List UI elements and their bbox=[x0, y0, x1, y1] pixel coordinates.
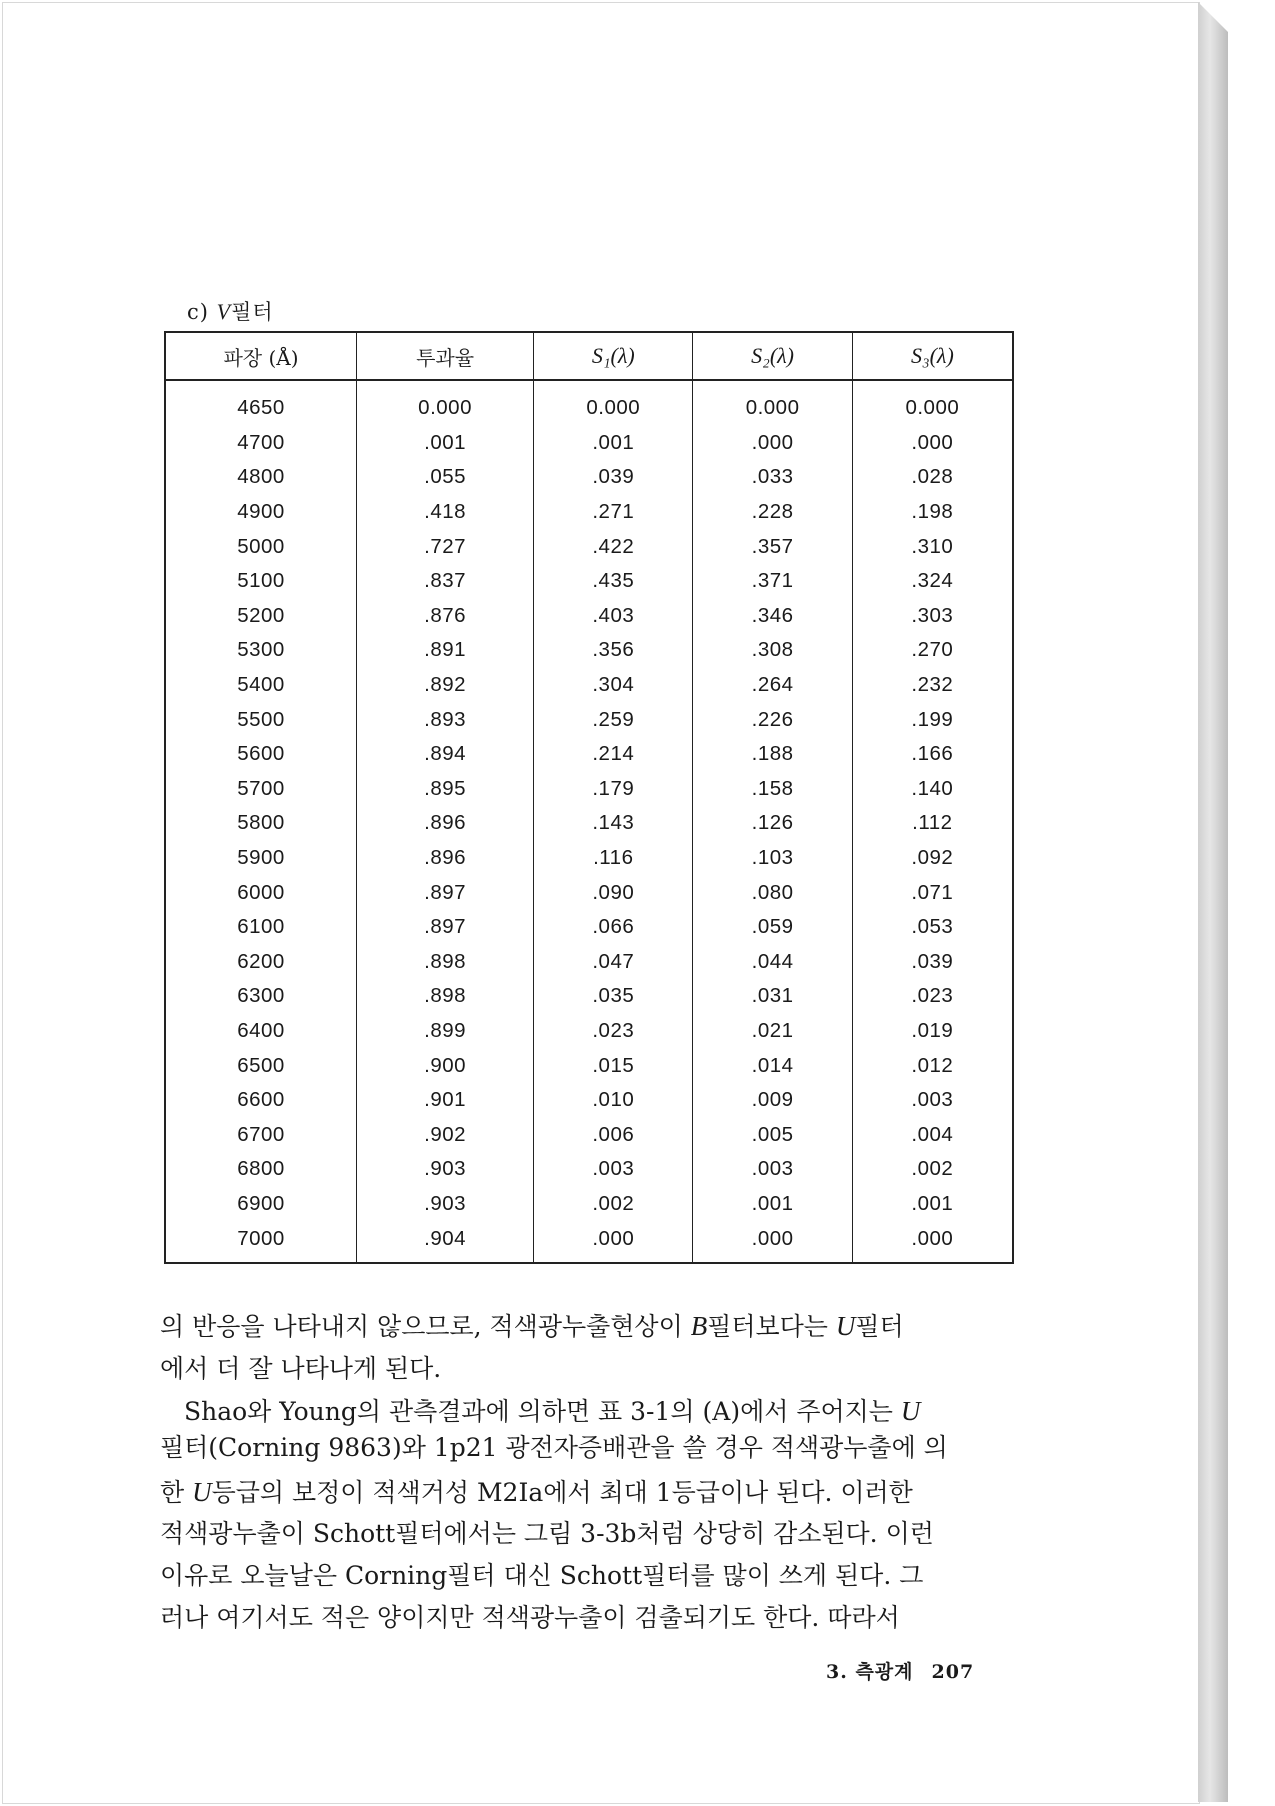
table-cell: 4700 bbox=[165, 426, 357, 461]
table-cell: .014 bbox=[693, 1048, 852, 1083]
paragraph-2-line-1: Shao와 Young의 관측결과에 의하면 표 3-1의 (A)에서 주어지는 U bbox=[184, 1396, 921, 1426]
table-cell: .012 bbox=[852, 1048, 1013, 1083]
header-s1: S₁(λ) bbox=[534, 332, 693, 380]
table-row bbox=[165, 875, 1013, 910]
table-cell: .356 bbox=[534, 633, 693, 668]
table-cell: .357 bbox=[693, 529, 852, 564]
caption-prefix: c) bbox=[187, 300, 209, 324]
table-cell: 6400 bbox=[165, 1014, 357, 1049]
table-cell: .371 bbox=[693, 564, 852, 599]
table-row bbox=[165, 910, 1013, 945]
table-cell: .047 bbox=[534, 945, 693, 980]
table-cell: .023 bbox=[852, 979, 1013, 1014]
table-cell: .053 bbox=[852, 910, 1013, 945]
table-cell: 0.000 bbox=[534, 380, 693, 426]
chapter-title: 3. 측광계 bbox=[826, 1661, 914, 1683]
table-cell: .897 bbox=[357, 910, 534, 945]
table-cell: .003 bbox=[534, 1152, 693, 1187]
table-cell: .006 bbox=[534, 1117, 693, 1152]
table-cell: .039 bbox=[534, 460, 693, 495]
table-cell: .422 bbox=[534, 529, 693, 564]
page-footer bbox=[826, 1657, 974, 1684]
table-cell: 6600 bbox=[165, 1083, 357, 1118]
table-cell: .188 bbox=[693, 737, 852, 772]
table-cell: .009 bbox=[693, 1083, 852, 1118]
table-cell: .023 bbox=[534, 1014, 693, 1049]
table-cell: .435 bbox=[534, 564, 693, 599]
table-cell: .896 bbox=[357, 841, 534, 876]
table-cell: .005 bbox=[693, 1117, 852, 1152]
table-cell: .001 bbox=[693, 1187, 852, 1222]
table-cell: 5400 bbox=[165, 668, 357, 703]
table-cell: .900 bbox=[357, 1048, 534, 1083]
table-cell: .103 bbox=[693, 841, 852, 876]
table-cell: 6300 bbox=[165, 979, 357, 1014]
table-row bbox=[165, 495, 1013, 530]
table-cell: .126 bbox=[693, 806, 852, 841]
table-row bbox=[165, 599, 1013, 634]
table-cell: 0.000 bbox=[357, 380, 534, 426]
table-cell: .033 bbox=[693, 460, 852, 495]
table-row bbox=[165, 702, 1013, 737]
table-cell: .044 bbox=[693, 945, 852, 980]
table-cell: .346 bbox=[693, 599, 852, 634]
table-cell: .308 bbox=[693, 633, 852, 668]
table-cell: .903 bbox=[357, 1187, 534, 1222]
table-cell: 5300 bbox=[165, 633, 357, 668]
table-cell: .418 bbox=[357, 495, 534, 530]
table-row bbox=[165, 841, 1013, 876]
table-row bbox=[165, 772, 1013, 807]
table-cell: 6800 bbox=[165, 1152, 357, 1187]
table-row bbox=[165, 529, 1013, 564]
table-cell: .901 bbox=[357, 1083, 534, 1118]
table-cell: 0.000 bbox=[852, 380, 1013, 426]
header-s2: S₂(λ) bbox=[693, 332, 852, 380]
table-cell: .199 bbox=[852, 702, 1013, 737]
table-cell: 4650 bbox=[165, 380, 357, 426]
table-cell: 0.000 bbox=[693, 380, 852, 426]
table-cell: .898 bbox=[357, 979, 534, 1014]
paragraph-1-line-2: 에서 더 잘 나타나게 된다. bbox=[160, 1354, 442, 1383]
table-row bbox=[165, 1014, 1013, 1049]
table-row bbox=[165, 979, 1013, 1014]
table-cell: .003 bbox=[693, 1152, 852, 1187]
table-cell: .894 bbox=[357, 737, 534, 772]
table-cell: 5600 bbox=[165, 737, 357, 772]
table-cell: .001 bbox=[357, 426, 534, 461]
page-number: 207 bbox=[931, 1661, 975, 1683]
table-cell: .179 bbox=[534, 772, 693, 807]
table-cell: .000 bbox=[693, 1221, 852, 1263]
table-row bbox=[165, 1152, 1013, 1187]
table-cell: .904 bbox=[357, 1221, 534, 1263]
table-cell: .002 bbox=[534, 1187, 693, 1222]
table-cell: .304 bbox=[534, 668, 693, 703]
table-cell: .896 bbox=[357, 806, 534, 841]
table-cell: 6700 bbox=[165, 1117, 357, 1152]
caption-suffix: 필터 bbox=[231, 300, 274, 324]
table-row bbox=[165, 564, 1013, 599]
table-cell: .403 bbox=[534, 599, 693, 634]
table-cell: .092 bbox=[852, 841, 1013, 876]
table-cell: .270 bbox=[852, 633, 1013, 668]
table-cell: .198 bbox=[852, 495, 1013, 530]
page-edge bbox=[1198, 2, 1228, 1802]
table-row bbox=[165, 1048, 1013, 1083]
table-row bbox=[165, 668, 1013, 703]
table-cell: .303 bbox=[852, 599, 1013, 634]
table-row bbox=[165, 1117, 1013, 1152]
paragraph-2-line-5: 이유로 오늘날은 Corning필터 대신 Schott필터를 많이 쓰게 된다. 그 bbox=[160, 1561, 924, 1590]
table-cell: .214 bbox=[534, 737, 693, 772]
table-cell: 5200 bbox=[165, 599, 357, 634]
table-cell: .903 bbox=[357, 1152, 534, 1187]
table-row bbox=[165, 1187, 1013, 1222]
table-cell: .001 bbox=[852, 1187, 1013, 1222]
table-row bbox=[165, 737, 1013, 772]
table-cell: 6000 bbox=[165, 875, 357, 910]
table-cell: .897 bbox=[357, 875, 534, 910]
table-cell: .021 bbox=[693, 1014, 852, 1049]
table-cell: .039 bbox=[852, 945, 1013, 980]
table-cell: .019 bbox=[852, 1014, 1013, 1049]
table-cell: .228 bbox=[693, 495, 852, 530]
table-cell: 5000 bbox=[165, 529, 357, 564]
table-cell: .031 bbox=[693, 979, 852, 1014]
table-cell: .891 bbox=[357, 633, 534, 668]
table-cell: 6200 bbox=[165, 945, 357, 980]
header-s3: S₃(λ) bbox=[852, 332, 1013, 380]
table-cell: 6500 bbox=[165, 1048, 357, 1083]
table-cell: .001 bbox=[534, 426, 693, 461]
table-cell: .000 bbox=[852, 426, 1013, 461]
table-cell: .259 bbox=[534, 702, 693, 737]
table-header-row bbox=[165, 332, 1013, 380]
table-cell: .028 bbox=[852, 460, 1013, 495]
paragraph-2-line-2: 필터(Corning 9863)와 1p21 광전자증배관을 쓸 경우 적색광누출에 의 bbox=[160, 1433, 948, 1462]
table-row bbox=[165, 380, 1013, 426]
table-row bbox=[165, 633, 1013, 668]
table-cell: 6100 bbox=[165, 910, 357, 945]
table-cell: .226 bbox=[693, 702, 852, 737]
table-cell: .264 bbox=[693, 668, 852, 703]
table-row bbox=[165, 1221, 1013, 1263]
v-filter-table bbox=[164, 331, 1014, 1264]
table-cell: .324 bbox=[852, 564, 1013, 599]
table-row bbox=[165, 426, 1013, 461]
table-cell: .080 bbox=[693, 875, 852, 910]
table-cell: .166 bbox=[852, 737, 1013, 772]
table-cell: .902 bbox=[357, 1117, 534, 1152]
table-cell: .898 bbox=[357, 945, 534, 980]
table-cell: 5900 bbox=[165, 841, 357, 876]
table-cell: .116 bbox=[534, 841, 693, 876]
table-cell: .055 bbox=[357, 460, 534, 495]
paragraph-1-line-1: 의 반응을 나타내지 않으므로, 적색광누출현상이 B필터보다는 U필터 bbox=[160, 1311, 904, 1341]
table-cell: .000 bbox=[693, 426, 852, 461]
table-cell: .837 bbox=[357, 564, 534, 599]
table-cell: .895 bbox=[357, 772, 534, 807]
table-cell: 5800 bbox=[165, 806, 357, 841]
caption-filter: V bbox=[216, 299, 232, 324]
table-cell: .066 bbox=[534, 910, 693, 945]
table-cell: .004 bbox=[852, 1117, 1013, 1152]
table-cell: .059 bbox=[693, 910, 852, 945]
table-cell: .010 bbox=[534, 1083, 693, 1118]
table-caption bbox=[187, 296, 274, 326]
table-cell: 5100 bbox=[165, 564, 357, 599]
table-cell: 6900 bbox=[165, 1187, 357, 1222]
table-cell: .892 bbox=[357, 668, 534, 703]
header-transmittance: 투과율 bbox=[357, 332, 534, 380]
paragraph-2-line-6: 러나 여기서도 적은 양이지만 적색광누출이 검출되기도 한다. 따라서 bbox=[160, 1603, 900, 1632]
table-cell: .310 bbox=[852, 529, 1013, 564]
table-cell: .158 bbox=[693, 772, 852, 807]
table-row bbox=[165, 460, 1013, 495]
table-cell: .015 bbox=[534, 1048, 693, 1083]
table-row bbox=[165, 806, 1013, 841]
table-body bbox=[165, 380, 1013, 1263]
table-row bbox=[165, 1083, 1013, 1118]
table-cell: .893 bbox=[357, 702, 534, 737]
table-cell: .727 bbox=[357, 529, 534, 564]
table-cell: .143 bbox=[534, 806, 693, 841]
paragraph-2-line-3: 한 U등급의 보정이 적색거성 M2Ia에서 최대 1등급이나 된다. 이러한 bbox=[160, 1477, 913, 1507]
table-cell: .899 bbox=[357, 1014, 534, 1049]
table-cell: .035 bbox=[534, 979, 693, 1014]
table-cell: .000 bbox=[852, 1221, 1013, 1263]
table-cell: .232 bbox=[852, 668, 1013, 703]
table-cell: .140 bbox=[852, 772, 1013, 807]
table-cell: .000 bbox=[534, 1221, 693, 1263]
header-wavelength: 파장 (Å) bbox=[165, 332, 357, 380]
table-cell: .112 bbox=[852, 806, 1013, 841]
table-cell: 4800 bbox=[165, 460, 357, 495]
table-cell: 5700 bbox=[165, 772, 357, 807]
table-cell: 4900 bbox=[165, 495, 357, 530]
table-cell: .271 bbox=[534, 495, 693, 530]
table-cell: 7000 bbox=[165, 1221, 357, 1263]
table-cell: .003 bbox=[852, 1083, 1013, 1118]
table-cell: 5500 bbox=[165, 702, 357, 737]
table-cell: .002 bbox=[852, 1152, 1013, 1187]
table-cell: .090 bbox=[534, 875, 693, 910]
table-cell: .071 bbox=[852, 875, 1013, 910]
paragraph-2-line-4: 적색광누출이 Schott필터에서는 그림 3-3b처럼 상당히 감소된다. 이런 bbox=[160, 1519, 934, 1548]
table-cell: .876 bbox=[357, 599, 534, 634]
table-row bbox=[165, 945, 1013, 980]
